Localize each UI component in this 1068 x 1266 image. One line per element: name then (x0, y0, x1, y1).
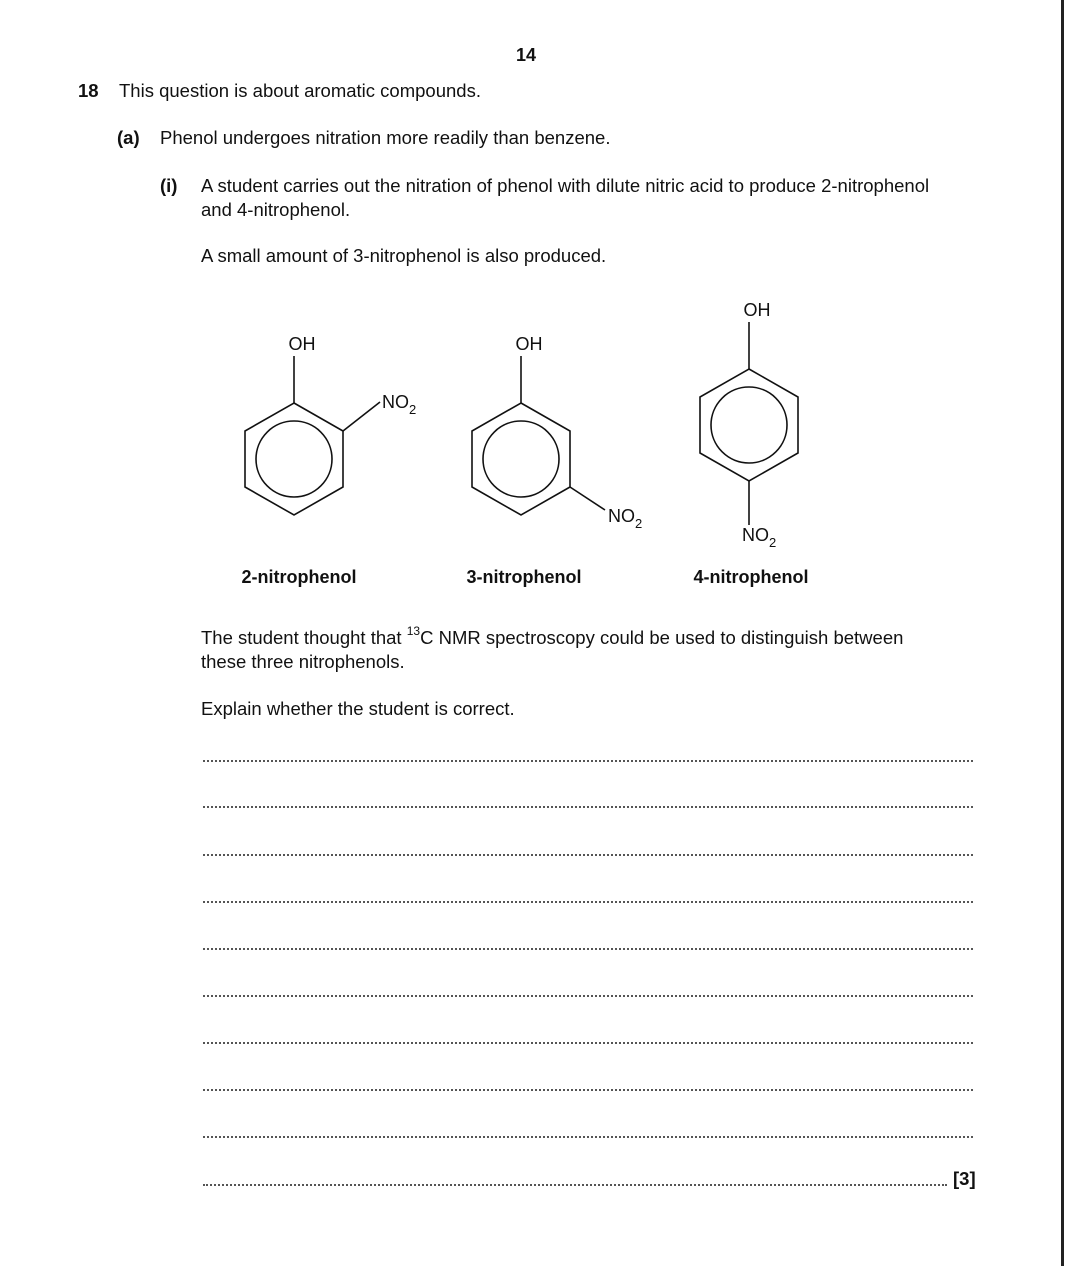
benzene-ring-2-nitrophenol (245, 403, 343, 515)
minor-product-statement: A small amount of 3-nitrophenol is also produced. (201, 245, 607, 266)
answer-line[interactable] (203, 806, 973, 808)
nmr-statement-line-1 (201, 623, 904, 650)
aromatic-circle-2-nitrophenol (256, 421, 332, 497)
benzene-ring-3-nitrophenol (472, 403, 570, 515)
answer-line[interactable] (203, 948, 973, 950)
nitrophenol-structures-figure (0, 0, 1068, 600)
question-number: 18 (78, 80, 99, 101)
answer-line[interactable] (203, 1042, 973, 1044)
marks-allocation: [3] (953, 1168, 976, 1189)
answer-line[interactable] (203, 1136, 973, 1138)
oh-label-4-nitrophenol: OH (743, 300, 771, 320)
page-number: 14 (516, 45, 537, 65)
aromatic-circle-3-nitrophenol (483, 421, 559, 497)
answer-line-final[interactable] (203, 1184, 947, 1186)
answer-line[interactable] (203, 995, 973, 997)
answer-line[interactable] (203, 1089, 973, 1091)
oh-label-3-nitrophenol: OH (515, 334, 543, 354)
part-a-text: Phenol undergoes nitration more readily than benzene. (160, 127, 611, 148)
no2-bond-2-nitrophenol (343, 402, 380, 431)
nmr-statement-after: C NMR spectroscopy could be used to distinguish between (420, 627, 904, 648)
explain-instruction: Explain whether the student is correct. (201, 698, 515, 719)
sub-part-i-text-line-2: and 4-nitrophenol. (201, 199, 351, 220)
molecule-2-nitrophenol (245, 356, 380, 515)
oh-label-2-nitrophenol: OH (288, 334, 316, 354)
no2-label-3-nitrophenol: $NO_2$ (608, 506, 643, 531)
sub-part-i-label: (i) (160, 175, 178, 196)
no2-label-2-nitrophenol: $NO_2$ (382, 392, 417, 417)
name-3-nitrophenol: 3-nitrophenol (466, 567, 582, 587)
name-4-nitrophenol: 4-nitrophenol (693, 567, 809, 587)
answer-line[interactable] (203, 760, 973, 762)
answer-line[interactable] (203, 901, 973, 903)
aromatic-circle-4-nitrophenol (711, 387, 787, 463)
molecule-3-nitrophenol (472, 356, 605, 515)
nmr-statement-before: The student thought that (201, 627, 407, 648)
no2-bond-3-nitrophenol (570, 487, 605, 510)
part-a-label: (a) (117, 127, 140, 148)
name-2-nitrophenol: 2-nitrophenol (241, 567, 357, 587)
no2-label-4-nitrophenol: $NO_2$ (742, 525, 777, 550)
isotope-superscript: 13 (406, 623, 421, 638)
nmr-statement-line-2: these three nitrophenols. (201, 651, 405, 672)
molecule-4-nitrophenol (700, 322, 798, 525)
question-intro: This question is about aromatic compounds. (119, 80, 481, 101)
answer-line[interactable] (203, 854, 973, 856)
sub-part-i-text-line-1: A student carries out the nitration of phenol with dilute nitric acid to produce 2-nitrophenol (201, 175, 930, 196)
benzene-ring-4-nitrophenol (700, 369, 798, 481)
